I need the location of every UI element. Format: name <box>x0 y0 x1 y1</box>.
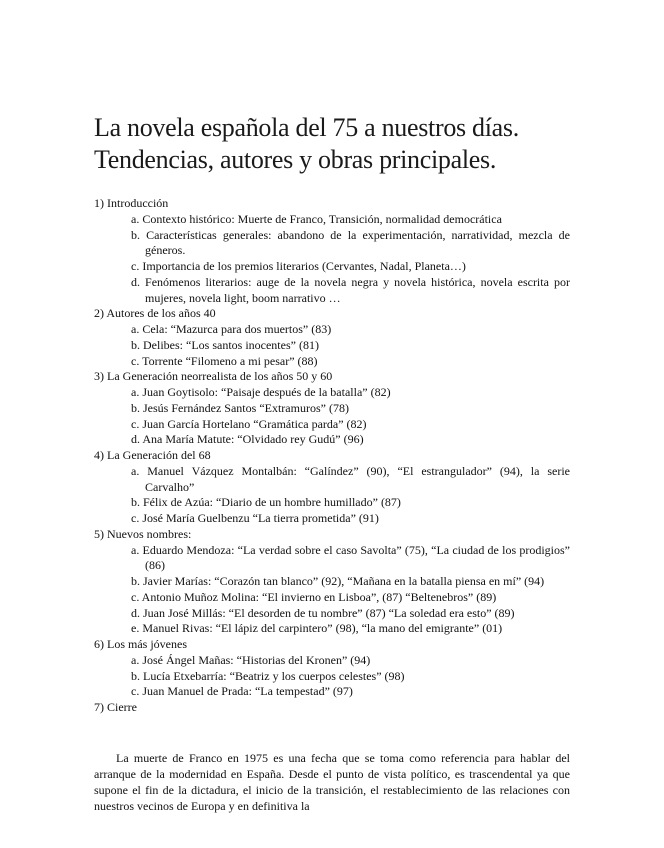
outline-subitem: c. Torrente “Filomeno a mi pesar” (88) <box>131 353 318 368</box>
outline-section <box>94 637 570 700</box>
subitem-list <box>94 653 570 700</box>
subitem-list <box>94 543 570 638</box>
outline-subitem: b. Jesús Fernández Santos “Extramuros” (78) <box>131 400 349 415</box>
outline-subitem: c. José María Guelbenzu “La tierra prometida” (91) <box>131 511 379 525</box>
outline-list <box>94 196 570 716</box>
section-heading: 7) Cierre <box>94 700 137 714</box>
outline-subitem: b. Características generales: abandono de la experimentación, narratividad, mezcla de géneros. <box>131 227 570 258</box>
outline-section <box>94 196 570 306</box>
section-heading: 6) Los más jóvenes <box>94 637 187 651</box>
outline-subitem: a. Manuel Vázquez Montalbán: “Galíndez” (90), “El estrangulador” (94), la serie Carvalho” <box>131 463 570 494</box>
outline-subitem: c. Antonio Muñoz Molina: “El invierno en Lisboa”, (87) “Beltenebros” (89) <box>131 589 497 604</box>
outline-section <box>94 306 570 369</box>
outline-subitem: b. Javier Marías: “Corazón tan blanco” (92), “Mañana en la batalla piensa en mí” (94) <box>131 574 545 588</box>
subitem-list <box>94 322 570 369</box>
title-line-1: La novela española del 75 a nuestros días. <box>94 113 519 142</box>
outline-subitem: c. Importancia de los premios literarios (Cervantes, Nadal, Planeta…) <box>131 259 466 273</box>
section-heading: 4) La Generación del 68 <box>94 448 211 462</box>
outline-subitem: a. Eduardo Mendoza: “La verdad sobre el caso Savolta” (75), “La ciudad de los prodigios” (86) <box>131 542 570 573</box>
subitem-list <box>94 212 570 307</box>
outline-subitem: a. José Ángel Mañas: “Historias del Kronen” (94) <box>131 652 371 667</box>
outline-subitem: b. Félix de Azúa: “Diario de un hombre humillado” (87) <box>131 495 401 510</box>
outline-subitem: a. Juan Goytisolo: “Paisaje después de la batalla” (82) <box>131 385 391 399</box>
outline-subitem: c. Juan Manuel de Prada: “La tempestad” (97) <box>131 684 353 699</box>
outline-subitem: b. Delibes: “Los santos inocentes” (81) <box>131 337 319 352</box>
outline-section <box>94 700 570 716</box>
outline-subitem: b. Lucía Etxebarría: “Beatriz y los cuerpos celestes” (98) <box>131 668 405 683</box>
outline-section <box>94 369 570 448</box>
outline-section <box>94 527 570 637</box>
outline-section <box>94 448 570 527</box>
outline-subitem: e. Manuel Rivas: “El lápiz del carpintero” (98), “la mano del emigrante” (01) <box>131 621 503 636</box>
outline-subitem: d. Juan José Millás: “El desorden de tu nombre” (87) “La soledad era esto” (89) <box>131 605 515 620</box>
outline-subitem: a. Cela: “Mazurca para dos muertos” (83) <box>131 322 332 336</box>
subitem-list <box>94 464 570 527</box>
body-paragraph: La muerte de Franco en 1975 es una fecha que se toma como referencia para hablar del arranque de la modernidad en España. Desde el punto de vista político, es trascendental ya que supone el fin de la dictadura, el inicio de la transición, el restablecimiento de las relaciones con nuestros vecinos de Europa y en definitiva la <box>94 751 570 813</box>
document-title <box>94 112 614 176</box>
section-heading: 3) La Generación neorrealista de los años 50 y 60 <box>94 369 333 384</box>
title-line-2: Tendencias, autores y obras principales. <box>94 145 497 174</box>
section-heading: 2) Autores de los años 40 <box>94 306 216 321</box>
outline-subitem: d. Ana María Matute: “Olvidado rey Gudú” (96) <box>131 432 364 447</box>
outline-subitem: c. Juan García Hortelano “Gramática parda” (82) <box>131 416 367 431</box>
section-heading: 1) Introducción <box>94 196 169 210</box>
outline-subitem: a. Contexto histórico: Muerte de Franco, Transición, normalidad democrática <box>131 211 502 226</box>
outline-subitem: d. Fenómenos literarios: auge de la novela negra y novela histórica, novela escrita por mujeres, novela light, boom narrativo … <box>131 274 570 305</box>
subitem-list <box>94 385 570 448</box>
section-heading: 5) Nuevos nombres: <box>94 526 192 541</box>
